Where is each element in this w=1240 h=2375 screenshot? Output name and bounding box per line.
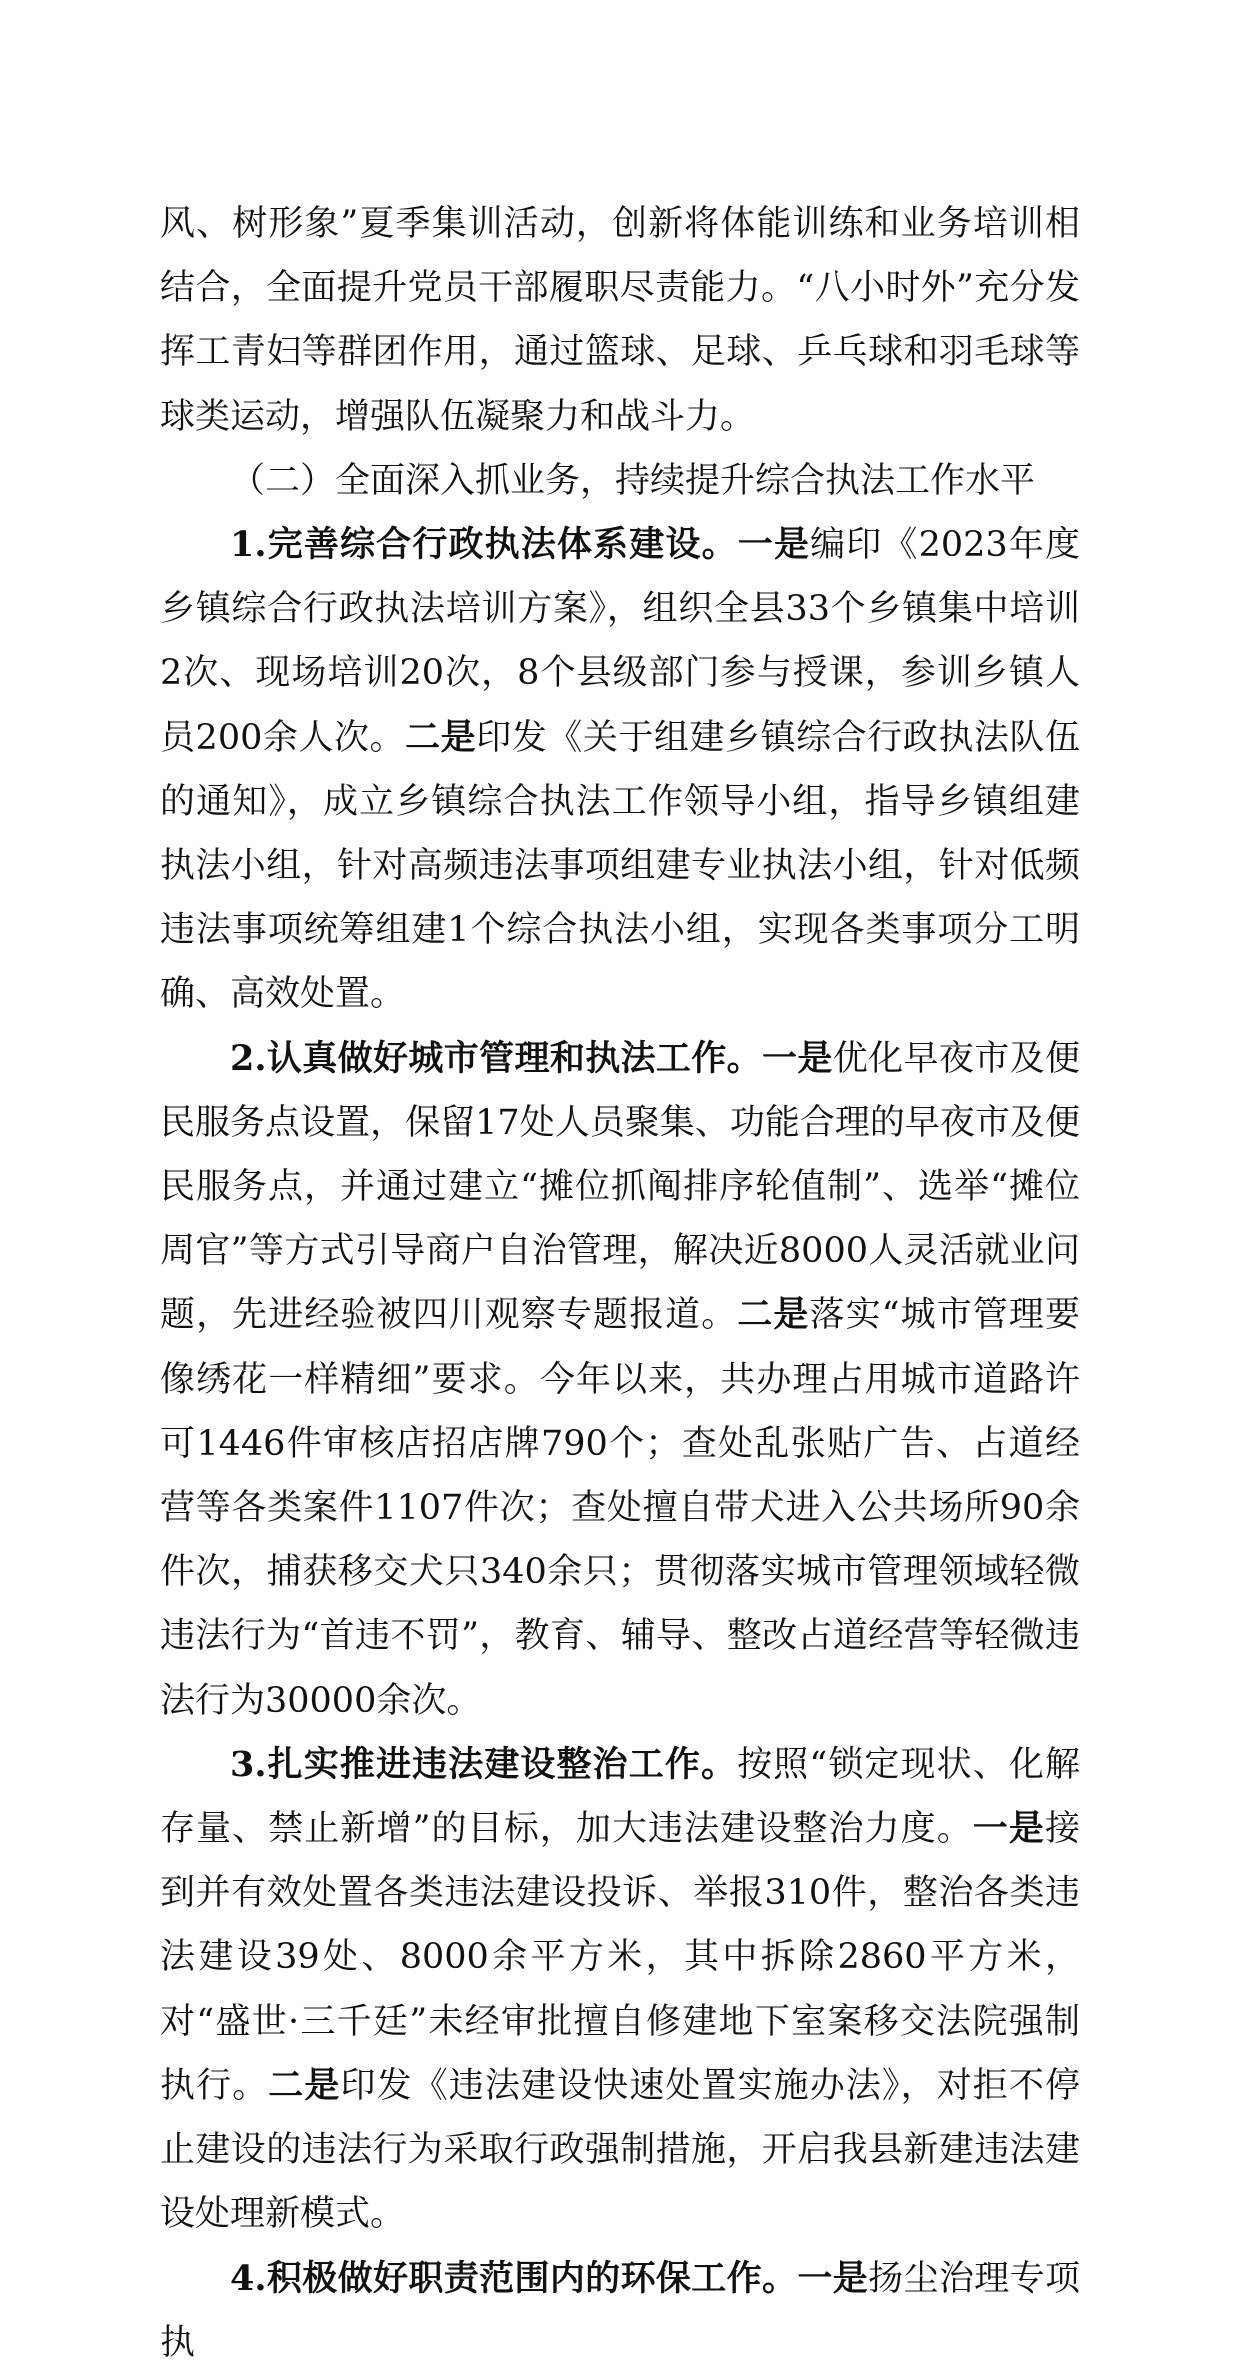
second-marker: 二是	[737, 1294, 810, 1336]
second-marker: 二是	[405, 716, 477, 758]
paragraph-team-training	[160, 192, 1080, 449]
first-marker: 一是	[737, 524, 811, 566]
item-heading: 1.完善综合行政执法体系建设。	[230, 524, 738, 566]
section-heading-business	[160, 449, 1080, 513]
section-heading-text: （二）全面深入抓业务，持续提升综合执法工作水平	[230, 460, 1036, 501]
paragraph-text: 编印《2023年度乡镇综合行政执法培训方案》，组织全县33个乡镇集中培训2次、现场培训20次，8个县级部门参与授课，参训乡镇人员200余人次。	[160, 525, 1080, 758]
second-marker: 二是	[268, 2064, 341, 2106]
first-marker: 一是	[762, 1037, 833, 1079]
paragraph-text: 印发《关于组建乡镇综合行政执法队伍的通知》，成立乡镇综合执法工作领导小组，指导乡镇组建执法小组，针对高频违法事项组建专业执法小组，针对低频违法事项统筹组建1个综合执法小组，实现各类事项分工明确、高效处置。	[160, 717, 1080, 1015]
paragraph-text: 印发《违法建设快速处置实施办法》，对拒不停止建设的违法行为采取行政强制措施，开启我县新建违法建设处理新模式。	[160, 2065, 1080, 2235]
item-heading: 4.积极做好职责范围内的环保工作。	[230, 2257, 798, 2299]
paragraph-text: 接到并有效处置各类违法建设投诉、举报310件，整治各类违法建设39处、8000余平方米，其中拆除2860平方米，对“盛世·三千廷”未经审批擅自修建地下室案移交法院强制执行。	[160, 1809, 1080, 2106]
first-marker: 一是	[972, 1808, 1045, 1850]
paragraph-text: 落实“城市管理要像绣花一样精细”要求。今年以来，共办理占用城市道路许可1446件审核店招店牌790个；查处乱张贴广告、占道经营等各类案件1107件次；查处擅自带犬进入公共场所90余件次，捕获移交犬只340余只；贯彻落实城市管理领域轻微违法行为“首违不罚”，教育、辅导、整改占道经营等轻微违法行为30000余次。	[160, 1295, 1080, 1721]
first-marker: 一是	[797, 2257, 869, 2299]
paragraph-law-enforcement-system	[160, 513, 1080, 1027]
paragraph-text: 扬尘治理专项执	[160, 2258, 1080, 2363]
paragraph-illegal-construction	[160, 1733, 1080, 2247]
paragraph-text: 按照“锁定现状、化解存量、禁止新增”的目标，加大违法建设整治力度。	[160, 1744, 1080, 1850]
item-heading: 3.扎实推进违法建设整治工作。	[230, 1743, 738, 1785]
paragraph-text: 优化早夜市及便民服务点设置，保留17处人员聚集、功能合理的早夜市及便民服务点，并通过建立“摊位抓阄排序轮值制”、选举“摊位周官”等方式引导商户自治管理，解决近8000人灵活就业问题，先进经验被四川观察专题报道。	[160, 1038, 1080, 1336]
body-text	[160, 192, 1080, 2375]
item-heading: 2.认真做好城市管理和执法工作。	[230, 1037, 763, 1079]
paragraph-text: 风、树形象”夏季集训活动，创新将体能训练和业务培训相结合，全面提升党员干部履职尽责能力。“八小时外”充分发挥工青妇等群团作用，通过篮球、足球、乒乓球和羽毛球等球类运动，增强队伍凝聚力和战斗力。	[160, 204, 1080, 437]
paragraph-environmental-work	[160, 2247, 1080, 2375]
paragraph-city-management	[160, 1027, 1080, 1733]
